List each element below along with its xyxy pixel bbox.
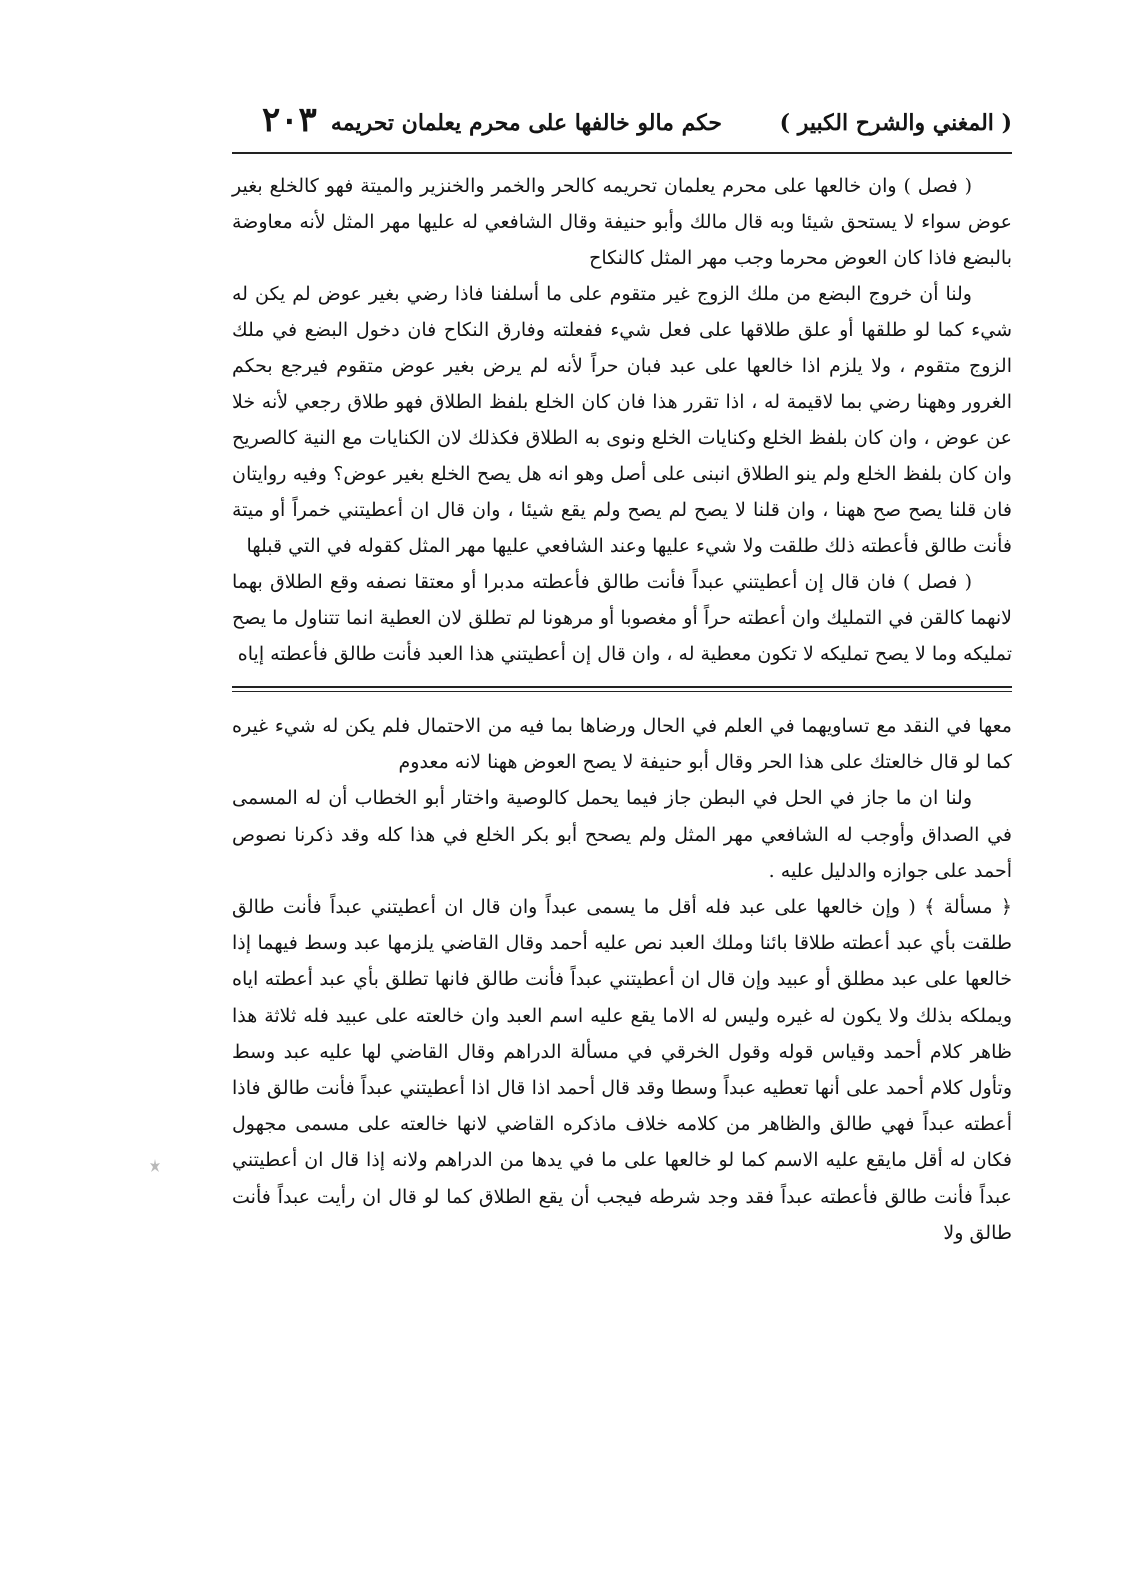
- commentary-text: [232, 708, 1012, 1251]
- paragraph: ولنا أن خروج البضع من ملك الزوج غير متقوم على ما أسلفنا فاذا رضي بغير عوض لم يكن له شيء كما لو طلقها أو علق طلاقها على فعل شيء ففعلته وفارق النكاح فان دخول البضع في ملك الزوج متقوم ، ولا يلزم اذا خالعها على عبد فبان حراً لأنه لم يرض بغير عوض متقوم فيرجع بحكم الغرور وههنا رضي بما لاقيمة له ، اذا تقرر هذا فان كان الخلع بلفظ الطلاق فهو طلاق رجعي لأنه خلا عن عوض ، وان كان بلفظ الخلع وكنايات الخلع ونوى به الطلاق فكذلك لان الكنايات مع النية كالصريح وان كان بلفظ الخلع ولم ينو الطلاق انبنى على أصل وهو انه هل يصح الخلع بغير عوض؟ وفيه روايتان فان قلنا يصح صح ههنا ، وان قلنا لا يصح لم يصح ولم يقع شيئا ، وان قال ان أعطيتني خمراً أو ميتة فأنت طالق فأعطته ذلك طلقت ولا شيء عليها وعند الشافعي عليها مهر المثل كقوله في التي قبلها: [232, 283, 1012, 557]
- section-divider: [232, 686, 1012, 692]
- page-number: ٢٠٣: [262, 100, 317, 140]
- paragraph: ولنا ان ما جاز في الحل في البطن جاز فيما يحمل كالوصية واختار أبو الخطاب أن له المسمى في الصداق وأوجب له الشافعي مهر المثل ولم يصحح أبو بكر الخلع في هذا كله وقد ذكرنا نصوص أحمد على جوازه والدليل عليه .: [232, 787, 1012, 882]
- chapter-title: حكم مالو خالفها على محرم يعلمان تحريمه: [330, 110, 722, 136]
- header-rule: [232, 152, 1012, 154]
- paragraph: ( فصل ) وان خالعها على محرم يعلمان تحريمه كالحر والخمر والخنزير والميتة فهو كالخلع بغير عوض سواء لا يستحق شيئا وبه قال مالك وأبو حنيفة وقال الشافعي له عليها مهر المثل لأنه معاوضة بالبضع فاذا كان العوض محرما وجب مهر المثل كالنكاح: [232, 175, 1012, 269]
- page: [232, 100, 1012, 1251]
- book-title: ( المغني والشرح الكبير ): [779, 110, 1012, 136]
- paragraph: ﴿ مسألة ﴾ ( وإن خالعها على عبد فله أقل ما يسمى عبداً وان قال ان أعطيتني عبداً فأنت طالق طلقت بأي عبد أعطته طلاقا بائنا وملك العبد نص عليه أحمد وقال القاضي يلزمها عبد وسط فيهما إذا خالعها على عبد مطلق أو عبيد وإن قال ان أعطيتني عبداً فأنت طالق فانها تطلق بأي عبد أعطته اياه ويملكه بذلك ولا يكون له غيره وليس له الاما يقع عليه اسم العبد وان خالعته على عبيد فله ثلاثة هذا ظاهر كلام أحمد وقياس قوله وقول الخرقي في مسألة الدراهم وقال القاضي لها عليه عبد وسط وتأول كلام أحمد على أنها تعطيه عبداً وسطا وقد قال أحمد اذا قال اذا أعطيتني عبداً فأنت طالق فاذا أعطته عبداً فهي طالق والظاهر من كلامه خلاف ماذكره القاضي لانها خالعته على مسمى مجهول فكان له أقل مايقع عليه الاسم كما لو خالعها على ما في يدها من الدراهم ولانه إذا قال ان أعطيتني عبداً فأنت طالق فأعطته عبداً فقد وجد شرطه فيجب أن يقع الطلاق كما لو قال ان رأيت عبداً فأنت طالق ولا: [232, 896, 1012, 1244]
- main-text: [232, 168, 1012, 672]
- paragraph: معها في النقد مع تساويهما في العلم في الحال ورضاها بما فيه من الاحتمال فلم يكن له شيء غيره كما لو قال خالعتك على هذا الحر وقال أبو حنيفة لا يصح العوض ههنا لانه معدوم: [232, 715, 1012, 774]
- scan-speck: [148, 1158, 162, 1174]
- paragraph: ( فصل ) فان قال إن أعطيتني عبداً فأنت طالق فأعطته مدبرا أو معتقا نصفه وقع الطلاق بهما لانهما كالقن في التمليك وان أعطته حراً أو مغصوبا أو مرهونا لم تطلق لان العطية انما تتناول ما يصح تمليكه وما لا يصح تمليكه لا تكون معطية له ، وان قال إن أعطيتني هذا العبد فأنت طالق فأعطته إياه: [232, 571, 1012, 665]
- running-header: [232, 100, 1012, 152]
